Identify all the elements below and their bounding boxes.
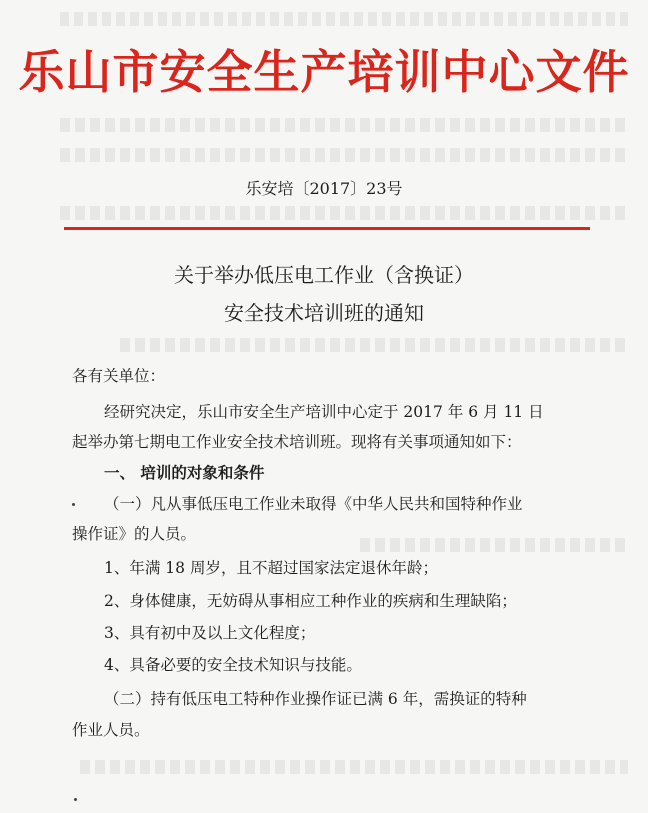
section-heading: 一、 培训的对象和条件 <box>104 463 265 482</box>
condition-item: 3、具有初中及以上文化程度； <box>104 624 316 642</box>
bleed-through-texture <box>60 148 628 162</box>
condition-item: 2、身体健康，无妨碍从事相应工种作业的疾病和生理缺陷； <box>104 592 517 610</box>
bleed-through-texture <box>60 206 628 220</box>
salutation: 各有关单位： <box>72 367 166 385</box>
scan-speck <box>74 798 77 801</box>
condition-item: 1、年满 18 周岁，且不超过国家法定退休年龄； <box>104 559 438 577</box>
document-number: 乐安培〔2017〕23号 <box>245 179 403 198</box>
bleed-through-texture <box>60 118 628 132</box>
bleed-through-texture <box>120 338 628 352</box>
intro-line: 经研究决定，乐山市安全生产培训中心定于 2017 年 6 月 11 日 <box>104 403 544 421</box>
list-item: （二）持有低压电工特种作业操作证已满 6 年，需换证的特种 <box>104 690 527 708</box>
list-item: 作业人员。 <box>72 721 150 739</box>
bleed-through-texture <box>360 538 628 552</box>
list-item: 操作证》的人员。 <box>72 525 197 543</box>
notice-title-line2: 安全技术培训班的通知 <box>224 301 424 325</box>
intro-line: 起举办第七期电工作业安全技术培训班。现将有关事项通知如下： <box>72 433 522 451</box>
list-item: （一）凡从事低压电工作业未取得《中华人民共和国特种作业 <box>104 495 523 513</box>
scan-speck <box>72 503 75 506</box>
bleed-through-texture <box>60 12 628 26</box>
notice-title-line1: 关于举办低压电工作业（含换证） <box>174 263 474 287</box>
bleed-through-texture <box>80 760 628 774</box>
red-divider-line <box>64 227 590 230</box>
condition-item: 4、具备必要的安全技术知识与技能。 <box>104 656 362 674</box>
org-document-title: 乐山市安全生产培训中心文件 <box>18 45 630 99</box>
